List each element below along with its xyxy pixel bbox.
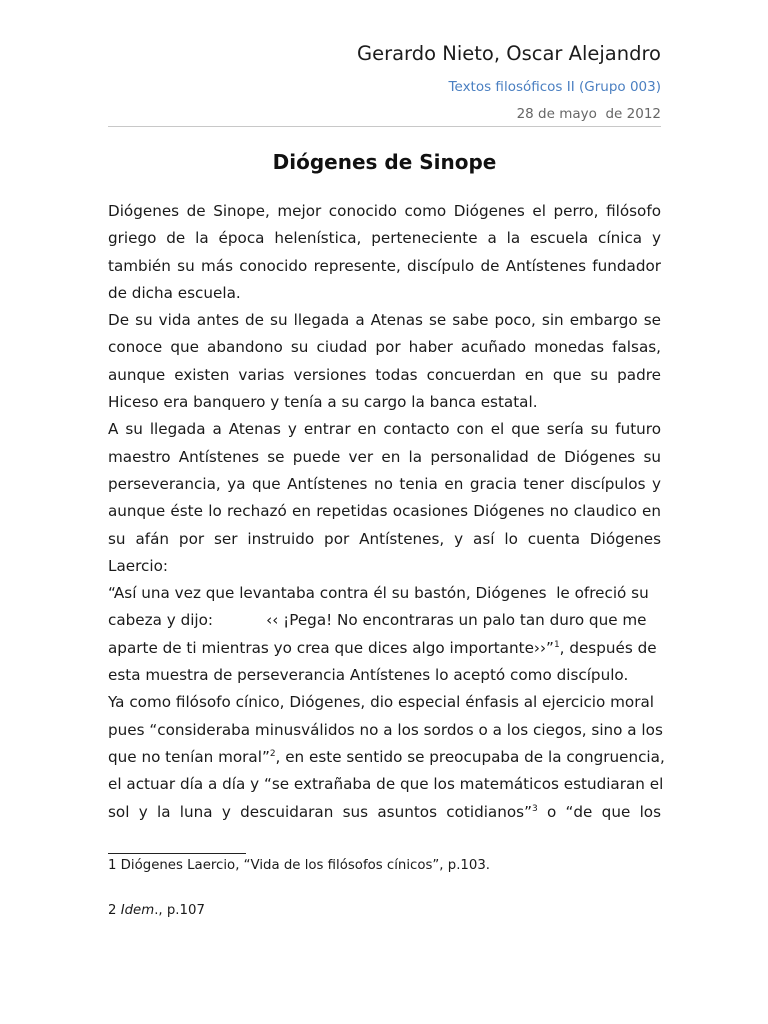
footnote-1: 1 Diógenes Laercio, “Vida de los filósofos cínicos”, p.103. bbox=[108, 858, 491, 873]
text-line-content: pues “consideraba minusválidos no a los sordos o a los ciegos, sino a los bbox=[108, 720, 663, 739]
text-line-content: Laercio: bbox=[108, 556, 169, 575]
text-line-content: su afán por ser instruido por Antístenes, y así lo cuenta Diógenes bbox=[108, 529, 661, 548]
text-line-content: aunque existen varias versiones todas concuerdan en que su padre bbox=[108, 365, 661, 384]
text-line-continuation: , después de bbox=[559, 638, 657, 657]
text-line bbox=[108, 362, 661, 389]
text-line bbox=[108, 799, 661, 826]
footnote-ref: 2 bbox=[269, 748, 276, 759]
text-line bbox=[108, 635, 661, 662]
footnote-2-idem: Idem bbox=[120, 903, 155, 918]
text-line-continuation: , en este sentido se preocupaba de la congruencia, bbox=[275, 747, 665, 766]
author-name: Gerardo Nieto, Oscar Alejandro bbox=[356, 42, 661, 65]
text-line bbox=[108, 553, 661, 580]
text-line bbox=[108, 580, 661, 607]
text-line bbox=[108, 334, 661, 361]
text-line-content: esta muestra de perseverancia Antístenes lo aceptó como discípulo. bbox=[108, 666, 629, 685]
text-line-content: conoce que abandono su ciudad por haber acuñado monedas falsas, bbox=[108, 338, 661, 357]
text-line bbox=[108, 416, 661, 443]
text-line bbox=[108, 498, 661, 525]
document-body bbox=[108, 198, 665, 826]
text-line-content: que no tenían moral” bbox=[108, 747, 270, 766]
text-line-content: griego de la época helenística, perteneciente a la escuela cínica y bbox=[108, 229, 661, 248]
text-line-continuation: o “de que los bbox=[537, 802, 661, 821]
text-line bbox=[108, 307, 661, 334]
text-line-content: perseverancia, ya que Antístenes no tenia en gracia tener discípulos y bbox=[108, 474, 661, 493]
text-line bbox=[108, 471, 661, 498]
text-line bbox=[108, 771, 664, 798]
text-line-content: Diógenes de Sinope, mejor conocido como Diógenes el perro, filósofo bbox=[108, 202, 661, 220]
text-line bbox=[108, 526, 661, 553]
footnote-2-rest: ., p.107 bbox=[154, 903, 205, 918]
document-title: Diógenes de Sinope bbox=[272, 150, 497, 174]
text-line-content: De su vida antes de su llegada a Atenas se sabe poco, sin embargo se bbox=[108, 311, 661, 330]
text-line bbox=[108, 253, 661, 280]
text-line bbox=[108, 717, 661, 744]
text-line-content: de dicha escuela. bbox=[108, 283, 241, 302]
text-line-content: cabeza y dijo: ‹‹ ¡Pega! No encontraras un palo tan duro que me bbox=[108, 611, 647, 630]
footnote-divider bbox=[108, 853, 246, 854]
footnote-2 bbox=[108, 903, 205, 918]
text-line-content: Hiceso era banquero y tenía a su cargo la banca estatal. bbox=[108, 393, 538, 412]
text-line bbox=[108, 744, 665, 771]
text-line-content: sol y la luna y descuidaran sus asuntos cotidianos” bbox=[108, 802, 532, 821]
text-line bbox=[108, 444, 661, 471]
text-line bbox=[108, 280, 661, 307]
text-line bbox=[108, 607, 661, 634]
text-line bbox=[108, 198, 661, 225]
text-line bbox=[108, 389, 661, 416]
text-line bbox=[108, 689, 661, 716]
footnote-ref: 3 bbox=[531, 803, 538, 814]
text-line-content: Ya como filósofo cínico, Diógenes, dio especial énfasis al ejercicio moral bbox=[108, 693, 654, 712]
text-line-content: el actuar día a día y “se extrañaba de que los matemáticos estudiaran el bbox=[108, 775, 664, 794]
text-line bbox=[108, 225, 661, 252]
text-line-content: maestro Antístenes se puede ver en la personalidad de Diógenes su bbox=[108, 447, 661, 466]
text-line-content: A su llegada a Atenas y entrar en contacto con el que sería su futuro bbox=[108, 420, 661, 439]
header-divider bbox=[108, 126, 661, 127]
text-line-content: también su más conocido represente, discípulo de Antístenes fundador bbox=[108, 256, 661, 275]
text-line-content: aunque éste lo rechazó en repetidas ocasiones Diógenes no claudico en bbox=[108, 502, 661, 521]
text-line bbox=[108, 662, 661, 689]
course-name: Textos filosóficos II (Grupo 003) bbox=[448, 79, 661, 95]
footnote-ref: 1 bbox=[553, 639, 560, 650]
footnote-2-number: 2 bbox=[108, 903, 121, 918]
text-line-content: aparte de ti mientras yo crea que dices algo importante››” bbox=[108, 638, 554, 657]
text-line-content: “Así una vez que levantaba contra él su bastón, Diógenes le ofreció su bbox=[108, 584, 649, 603]
document-date: 28 de mayo de 2012 bbox=[516, 106, 661, 122]
